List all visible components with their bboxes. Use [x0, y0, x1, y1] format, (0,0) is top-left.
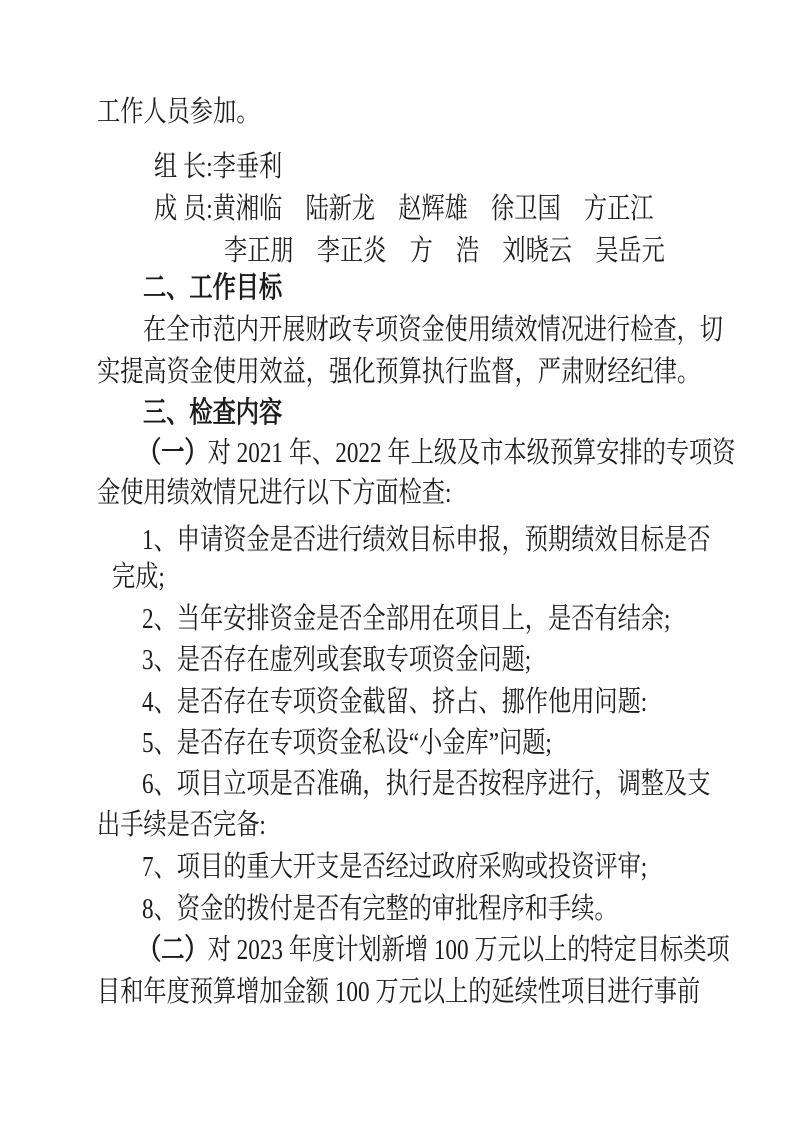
line-text: 2、当年安排资金是否全部用在项目上，是否有结余; — [142, 603, 671, 635]
line-text: 目和年度预算增加金额 100 万元以上的延续性项目进行事前 — [97, 976, 701, 1008]
line-text: 金使用绩效情兄进行以下方面检查: — [97, 477, 452, 509]
subsection-2-line — [97, 934, 793, 967]
list-item-3 — [97, 644, 793, 677]
subsection-2-continuation — [97, 976, 767, 1009]
list-item-2 — [97, 603, 793, 636]
line-text: 7、项目的重大开支是否经过政府采购或投资评审; — [142, 851, 648, 883]
section-heading-3 — [97, 397, 793, 430]
line-text — [138, 934, 730, 967]
heading-text: 三、检查内容 — [143, 397, 283, 429]
subsection-1-label: （一） — [138, 437, 208, 469]
list-item-1 — [97, 524, 793, 557]
members-line-2 — [97, 235, 793, 268]
list-item-6-continuation — [97, 809, 767, 842]
subsection-2-text: 对 2023 年度计划新增 100 万元以上的特定目标类项 — [207, 934, 730, 966]
line-text: 8、资金的拨付是否有完整的审批程序和手续。 — [142, 893, 618, 925]
subsection-1-continuation — [97, 477, 767, 510]
paragraph-line — [97, 314, 793, 347]
line-text: 出手续是否完备: — [97, 809, 266, 841]
line-text: 6、项目立项是否准确，执行是否按程序进行，调整及支 — [142, 768, 711, 800]
subsection-1-line — [97, 437, 793, 470]
section-heading-2 — [97, 272, 793, 305]
paragraph-line — [97, 356, 767, 389]
line-text — [138, 437, 735, 470]
heading-text: 二、工作目标 — [143, 272, 283, 304]
group-leader-line — [97, 151, 793, 184]
list-item-6 — [97, 768, 793, 801]
line-text: 5、是否存在专项资金私设“小金库”问题; — [142, 727, 552, 759]
subsection-2-label: （二） — [138, 934, 208, 966]
line-text: 实提高资金使用效益，强化预算执行监督，严肃财经纪律。 — [97, 356, 701, 388]
list-item-1-continuation — [97, 561, 782, 594]
line-text: 4、是否存在专项资金截留、挤占、挪作他用问题: — [142, 686, 648, 718]
line-text: 李正朋 李正炎 方 浩 刘晓云 吴岳元 — [224, 235, 665, 267]
list-item-5 — [97, 727, 793, 760]
list-item-8 — [97, 893, 793, 926]
subsection-1-text: 对 2021 年、2022 年上级及市本级预算安排的专项资 — [207, 437, 736, 469]
line-text: 1、申请资金是否进行绩效目标申报，预期绩效目标是否 — [142, 524, 711, 556]
line-text: 工作人员参加。 — [97, 96, 260, 128]
line-text: 3、是否存在虚列或套取专项资金问题; — [142, 644, 532, 676]
paragraph-continuation — [97, 96, 767, 129]
line-text: 在全市范内开展财政专项资金使用绩效情况进行检查，切 — [143, 314, 724, 346]
line-text: 组 长:李垂利 — [154, 151, 283, 183]
members-line-1 — [97, 193, 793, 226]
line-text: 完成; — [112, 561, 165, 593]
list-item-4 — [97, 686, 793, 719]
line-text: 成 员:黄湘临 陆新龙 赵辉雄 徐卫国 方正江 — [154, 193, 654, 225]
list-item-7 — [97, 851, 793, 884]
